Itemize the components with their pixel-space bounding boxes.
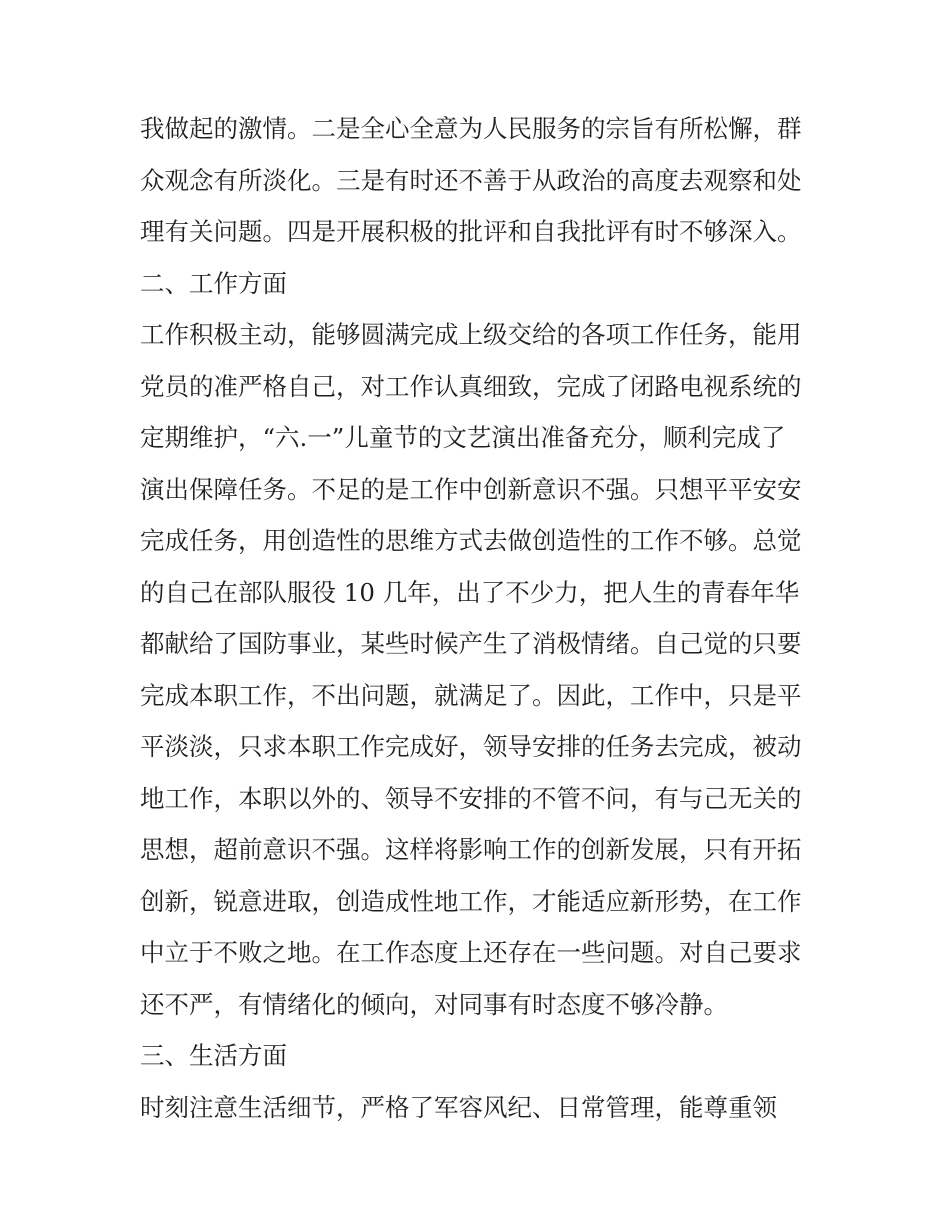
paragraph-line: 中立于不败之地。在工作态度上还存在一些问题。对自己要求 [140,938,802,967]
paragraph-line: 工作积极主动，能够圆满完成上级交给的各项工作任务，能用 [140,320,802,349]
paragraph-line: 思想，超前意识不强。这样将影响工作的创新发展，只有开拓 [140,835,802,864]
paragraph-line: 平淡淡，只求本职工作完成好，领导安排的任务去完成，被动 [140,732,802,761]
paragraph-line: 党员的准严格自己，对工作认真细致，完成了闭路电视系统的 [140,371,802,401]
section-heading-life: 三、生活方面 [140,1041,287,1070]
paragraph-line: 还不严，有情绪化的倾向，对同事有时态度不够冷静。 [140,989,728,1019]
paragraph-line: 演出保障任务。不足的是工作中创新意识不强。只想平平安安 [140,474,802,504]
paragraph-line: 地工作，本职以外的、领导不安排的不管不问，有与己无关的 [140,783,802,813]
paragraph-line: 的自己在部队服役 10 几年，出了不少力，把人生的青春年华 [140,577,800,607]
paragraph-line: 都献给了国防事业，某些时候产生了消极情绪。自己觉的只要 [140,629,802,658]
paragraph-line: 完成本职工作，不出问题，就满足了。因此，工作中，只是平 [140,680,802,710]
document-body [140,103,820,1133]
paragraph-line: 众观念有所淡化。三是有时还不善于从政治的高度去观察和处 [140,165,802,195]
section-heading-work: 二、工作方面 [140,268,287,298]
paragraph-line: 我做起的激情。二是全心全意为人民服务的宗旨有所松懈，群 [140,114,802,143]
paragraph-line: 理有关问题。四是开展积极的批评和自我批评有时不够深入。 [140,217,802,246]
paragraph-line: 时刻注意生活细节，严格了军容风纪、日常管理，能尊重领 [140,1092,777,1122]
paragraph-line: 完成任务，用创造性的思维方式去做创造性的工作不够。总觉 [140,526,802,555]
paragraph-line: 定期维护，“六.一”儿童节的文艺演出准备充分，顺利完成了 [140,423,786,452]
paragraph-line: 创新，锐意进取，创造成性地工作，才能适应新形势，在工作 [140,886,802,916]
